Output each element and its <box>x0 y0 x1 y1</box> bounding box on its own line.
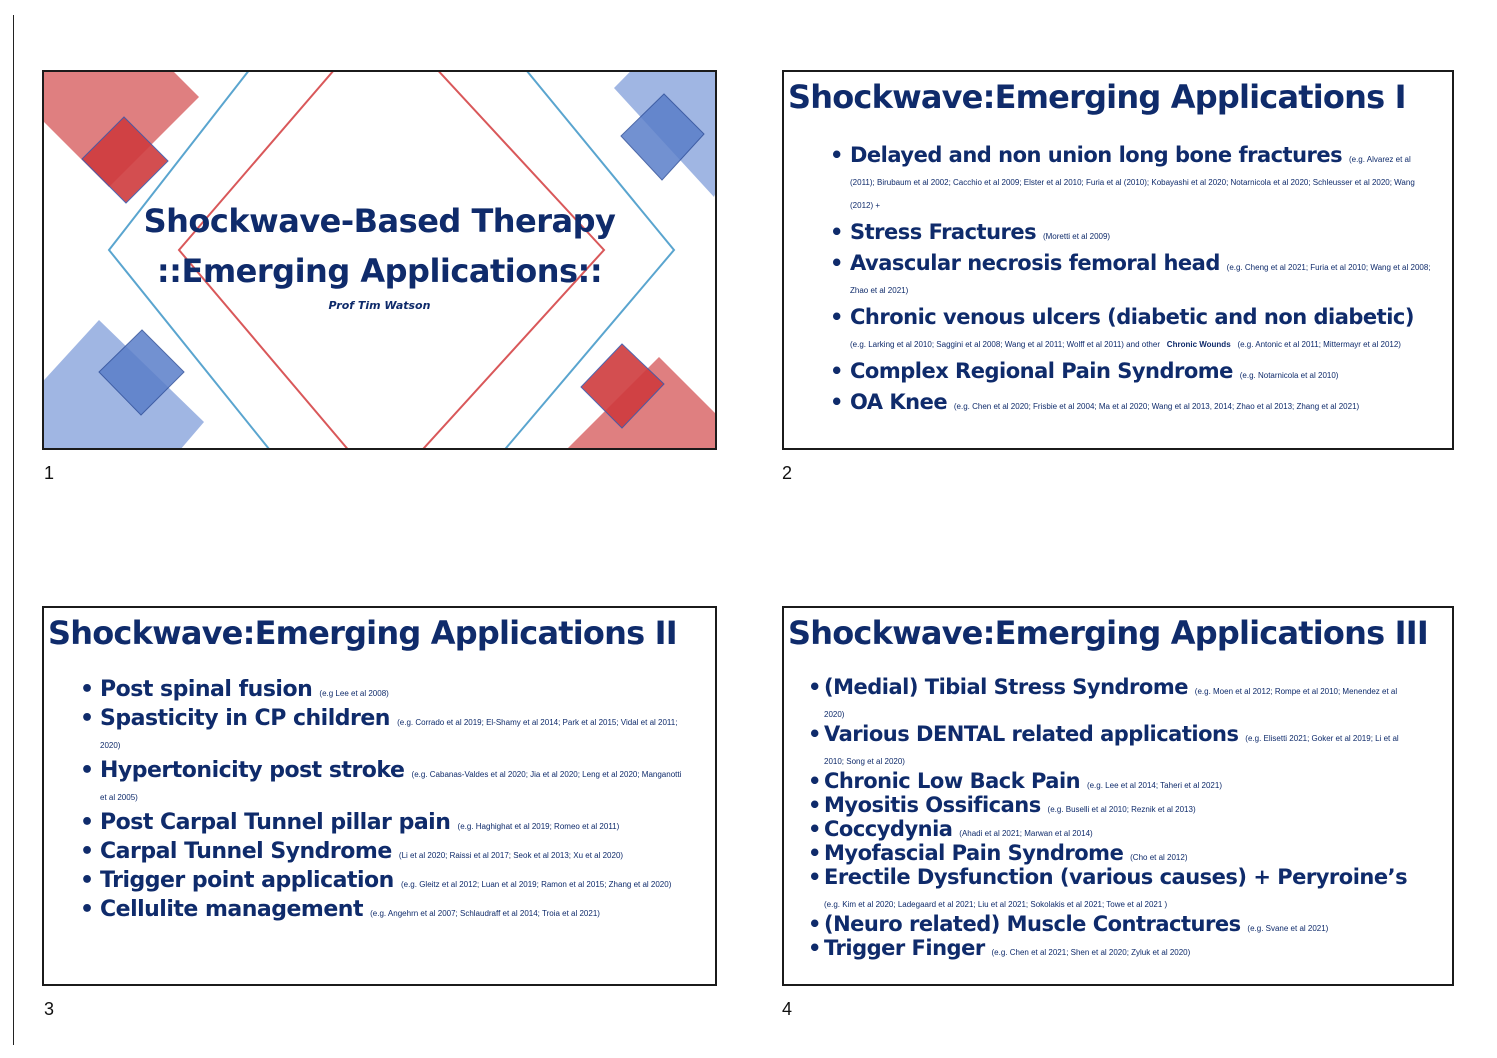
slide-number-2: 2 <box>782 463 793 483</box>
list-item: • Myositis Ossificans (e.g. Buselli et al 2010; Reznik et al 2013) <box>808 794 1418 817</box>
list-item: • Erectile Dysfunction (various causes) + Peryroine’s (e.g. Kim et al 2020; Ladegaard et al 2021; Liu et al 2021; Sokolakis et al 2021; Towe et al 2021 ) <box>808 866 1418 912</box>
list-item: • Chronic venous ulcers (diabetic and non diabetic) (e.g. Larking et al 2010; Saggini et al 2008; Wang et al 2011; Wolff et al 2011) and other Chronic Wounds (e.g. Antonic et al 2011; Mittermayr et al 2012) <box>830 306 1435 352</box>
slide-2-title: Shockwave:Emerging Applications I <box>788 78 1406 116</box>
list-item: • Myofascial Pain Syndrome (Cho et al 2012) <box>808 842 1418 865</box>
slide-number-4: 4 <box>782 999 793 1019</box>
list-item: • Avascular necrosis femoral head (e.g. Cheng et al 2021; Furia et al 2010; Wang et al 2008; Zhao et al 2021) <box>830 252 1435 298</box>
slide-1[interactable] <box>42 70 717 450</box>
list-item: • Complex Regional Pain Syndrome (e.g. Notarnicola et al 2010) <box>830 360 1435 383</box>
list-item: • Delayed and non union long bone fractures (e.g. Alvarez et al (2011); Birubaum et al 2002; Cacchio et al 2009; Elster et al 2010; Furia et al (2010); Kobayashi et al 2020; Notarnicola et al 2020; Schleusser et al 2020; Wang (2012) + <box>830 144 1435 213</box>
page-margin-rule <box>13 15 14 1045</box>
slide-2[interactable] <box>782 70 1454 450</box>
list-item: • Post Carpal Tunnel pillar pain (e.g. Haghighat et al 2019; Romeo et al 2011) <box>80 811 690 834</box>
slide-4[interactable] <box>782 606 1454 986</box>
slide-4-title: Shockwave:Emerging Applications III <box>788 614 1428 652</box>
list-item: • Trigger Finger (e.g. Chen et al 2021; Shen et al 2020; Zyluk et al 2020) <box>808 937 1418 960</box>
list-item: • Coccydynia (Ahadi et al 2021; Marwan et al 2014) <box>808 818 1418 841</box>
slide-3[interactable] <box>42 606 717 986</box>
slide-number-3: 3 <box>44 999 55 1019</box>
slide-3-bullet-list <box>80 678 690 927</box>
slide-2-bullet-list <box>830 144 1435 422</box>
list-item: • Trigger point application (e.g. Gleitz et al 2012; Luan et al 2019; Ramon et al 2015; Zhang et al 2020) <box>80 869 690 892</box>
slide-3-title: Shockwave:Emerging Applications II <box>48 614 677 652</box>
list-item: • Hypertonicity post stroke (e.g. Cabanas-Valdes et al 2020; Jia et al 2020; Leng et al 2020; Manganotti et al 2005) <box>80 759 690 805</box>
slide-1-author: Prof Tim Watson <box>328 299 431 312</box>
slide-4-bullet-list <box>808 676 1418 961</box>
slide-number-1: 1 <box>44 463 55 483</box>
list-item: • Stress Fractures (Moretti et al 2009) <box>830 221 1435 244</box>
list-item: • Various DENTAL related applications (e.g. Elisetti 2021; Goker et al 2019; Li et al 2010; Song et al 2020) <box>808 723 1418 769</box>
list-item: • Post spinal fusion (e.g Lee et al 2008) <box>80 678 690 701</box>
list-item: • Chronic Low Back Pain (e.g. Lee et al 2014; Taheri et al 2021) <box>808 770 1418 793</box>
slide-1-title-line-2: ::Emerging Applications:: <box>156 252 603 290</box>
slide-1-title-line-1: Shockwave-Based Therapy <box>143 202 616 240</box>
list-item: • (Medial) Tibial Stress Syndrome (e.g. Moen et al 2012; Rompe et al 2010; Menendez et al 2020) <box>808 676 1418 722</box>
list-item: • Carpal Tunnel Syndrome (Li et al 2020; Raissi et al 2017; Seok et al 2013; Xu et al 2020) <box>80 840 690 863</box>
list-item: • OA Knee (e.g. Chen et al 2020; Frisbie et al 2004; Ma et al 2020; Wang et al 2013, 2014; Zhao et al 2013; Zhang et al 2021) <box>830 391 1435 414</box>
list-item: • Cellulite management (e.g. Angehrn et al 2007; Schlaudraff et al 2014; Troia et al 2021) <box>80 898 690 921</box>
list-item: • Spasticity in CP children (e.g. Corrado et al 2019; El-Shamy et al 2014; Park et al 2015; Vidal et al 2011; 2020) <box>80 707 690 753</box>
list-item: • (Neuro related) Muscle Contractures (e.g. Svane et al 2021) <box>808 913 1418 936</box>
